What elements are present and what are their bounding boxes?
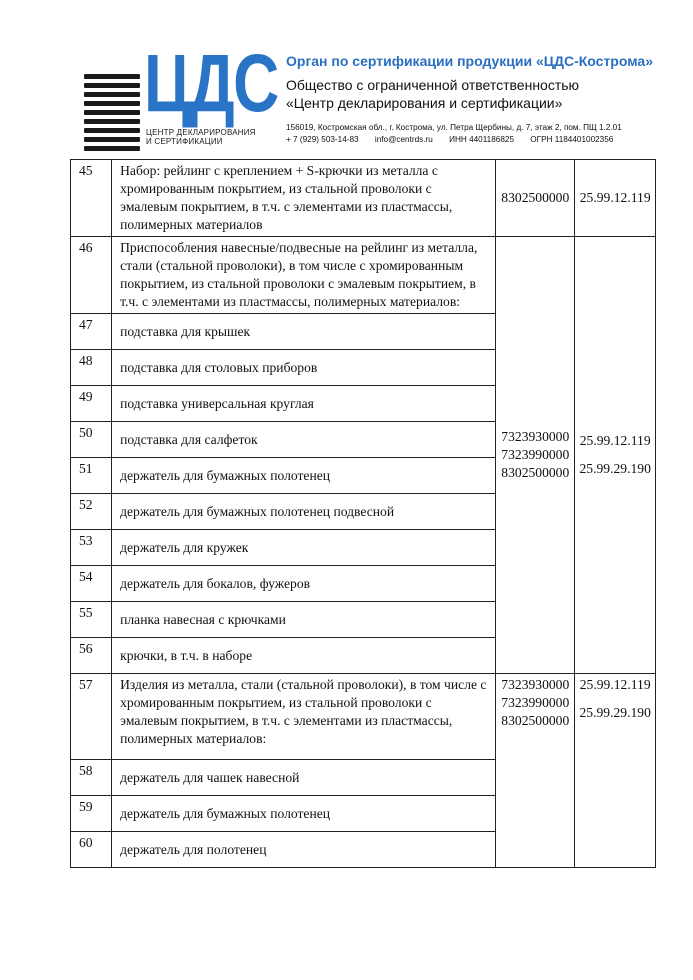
row-description: держатель для бумажных полотенец подвесной [112,494,496,530]
row-number: 58 [71,760,112,796]
tn-ved-code: 7323990000 [501,695,570,710]
row-description: крючки, в т.ч. в наборе [112,638,496,674]
okpd-code: 25.99.12.119 [579,677,651,692]
row-tn-ved-code: 8302500000 [496,160,575,237]
row-description: подставка для столовых приборов [112,350,496,386]
tn-ved-code: 8302500000 [501,465,570,480]
group57-tn-ved-codes [496,674,575,868]
organization-line2: «Центр декларирования и сертификации» [286,95,563,111]
row-number: 48 [71,350,112,386]
group57-okpd-codes [575,674,656,868]
row-number: 49 [71,386,112,422]
row-description: держатель для чашек навесной [112,760,496,796]
row-number: 55 [71,602,112,638]
organization-phone: + 7 (929) 503-14-83 [286,135,359,144]
row-description: планка навесная с крючками [112,602,496,638]
row-description: Приспособления навесные/подвесные на рейлинг из металла, стали (стальной проволоки), в том числе с хромированным покрытием, из стальной проволоки с эмалевым покрытием, в т.ч. с элементами из пластмассы, полимерных материалов: [112,237,496,314]
row-number: 47 [71,314,112,350]
organization-contacts [286,134,686,146]
table-row [71,674,656,760]
logo-caption-line2: И СЕРТИФИКАЦИИ [146,137,223,146]
logo-bars-icon [84,74,140,155]
group46-okpd-codes [575,237,656,674]
row-number: 60 [71,832,112,868]
group46-tn-ved-codes [496,237,575,674]
row-description: держатель для бумажных полотенец [112,796,496,832]
row-number: 56 [71,638,112,674]
organization-email: info@centrds.ru [374,135,433,144]
tn-ved-code: 7323990000 [501,447,570,462]
organization-block [286,52,686,146]
logo-caption-line1: ЦЕНТР ДЕКЛАРИРОВАНИЯ [146,128,256,137]
cds-logo [84,38,278,150]
organization-inn: ИНН 4401186825 [449,135,515,144]
row-number: 46 [71,237,112,314]
row-description: подставка для крышек [112,314,496,350]
organization-line1: Общество с ограниченной ответственностью [286,77,580,93]
okpd-code: 25.99.12.119 [579,433,651,448]
row-number: 45 [71,160,112,237]
row-okpd-code: 25.99.12.119 [575,160,656,237]
row-description: подставка универсальная круглая [112,386,496,422]
tn-ved-code: 7323930000 [501,677,570,692]
row-description: держатель для бумажных полотенец [112,458,496,494]
okpd-code: 25.99.29.190 [579,461,651,476]
organization-ogrn: ОГРН 1184401002356 [530,135,614,144]
row-number: 53 [71,530,112,566]
row-number: 57 [71,674,112,760]
table-row [71,237,656,314]
row-description: держатель для бокалов, фужеров [112,566,496,602]
row-description: Изделия из металла, стали (стальной проволоки), в том числе с хромированным покрытием, из стальной проволоки с эмалевым покрытием, в т.ч. с элементами из пластмассы, полимерных материалов: [112,674,496,760]
row-description: подставка для салфеток [112,422,496,458]
okpd-code: 25.99.29.190 [579,705,651,720]
row-number: 59 [71,796,112,832]
row-description: держатель для кружек [112,530,496,566]
row-number: 51 [71,458,112,494]
product-table [70,159,656,868]
row-description: держатель для полотенец [112,832,496,868]
document-header [0,0,693,150]
row-number: 52 [71,494,112,530]
tn-ved-code: 7323930000 [501,429,570,444]
row-number: 50 [71,422,112,458]
logo-caption [146,128,256,146]
organization-address: 156019, Костромская обл., г. Кострома, ул. Петра Щербины, д. 7, этаж 2, пом. ПЩ 1.2.01 [286,123,622,132]
organization-title: Орган по сертификации продукции «ЦДС-Кострома» [286,53,653,69]
row-description: Набор: рейлинг с креплением + S-крючки из металла с хромированным покрытием, из стальной проволоки с эмалевым покрытием, в т.ч. с элементами из пластмассы, полимерных материалов [112,160,496,237]
row-number: 54 [71,566,112,602]
table-row [71,160,656,237]
logo-abbr: ЦДС [144,38,278,129]
tn-ved-code: 8302500000 [501,713,570,728]
